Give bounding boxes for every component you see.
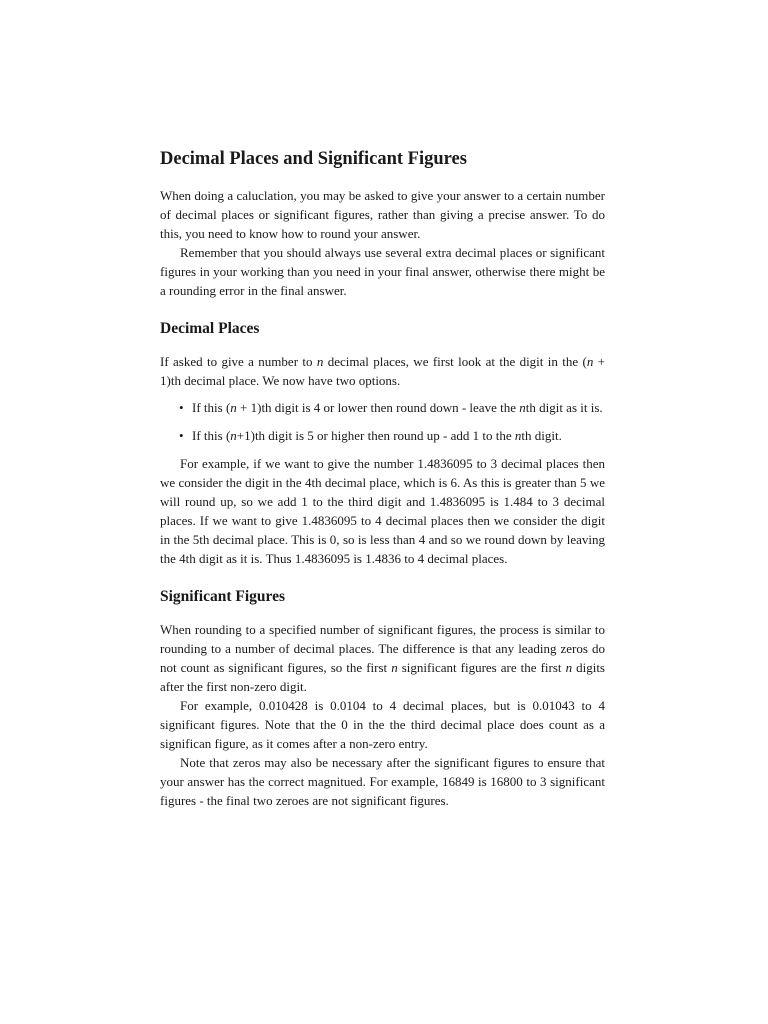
significant-figures-heading: Significant Figures bbox=[160, 588, 286, 605]
significant-figures-paragraph-1: When rounding to a specified number of significant figures, the process is similar to rounding to a number of decimal places. The difference is that any leading zeros do not count as significant figures, so the first n significant figures are the first n digits after the first non-zero digit. bbox=[160, 622, 605, 694]
decimal-places-example: For example, if we want to give the number 1.4836095 to 3 decimal places then we consider the digit in the 4th decimal place, which is 6. As this is greater than 5 we will round up, so we add 1 to the third digit and 1.4836095 is 1.484 to 3 decimal places. If we want to give 1.4836095 to 4 decimal places then we consider the digit in the 5th decimal place. This is 0, so is less than 4 and so we round down by leaving the 4th digit as it is. Thus 1.4836095 is 1.4836 to 4 decimal places. bbox=[160, 456, 605, 566]
rounding-options-list bbox=[160, 398, 605, 445]
intro-paragraph-2: Remember that you should always use several extra decimal places or significant figures in your working than you need in your final answer, otherwise there might be a rounding error in the final answer. bbox=[160, 245, 605, 298]
bullet-icon: • bbox=[179, 400, 184, 415]
document-page bbox=[160, 146, 605, 810]
decimal-places-section bbox=[160, 318, 605, 568]
list-item: • If this (n + 1)th digit is 4 or lower then round down - leave the nth digit as it is. bbox=[179, 400, 603, 415]
significant-figures-paragraph-2: For example, 0.010428 is 0.0104 to 4 decimal places, but is 0.01043 to 4 significant figures. Note that the 0 in the the third decimal place does count as a significan figure, as it comes after a non-zero entry. bbox=[160, 698, 605, 751]
significant-figures-section bbox=[160, 586, 605, 810]
list-item: • If this (n+1)th digit is 5 or higher then round up - add 1 to the nth digit. bbox=[179, 428, 562, 443]
bullet-icon: • bbox=[179, 428, 184, 443]
decimal-places-heading: Decimal Places bbox=[160, 320, 260, 337]
page-title: Decimal Places and Significant Figures bbox=[160, 149, 467, 169]
intro-paragraph-1: When doing a caluclation, you may be asked to give your answer to a certain number of decimal places or significant figures, rather than giving a precise answer. To do this, you need to know how to round your answer. bbox=[160, 188, 605, 241]
decimal-places-paragraph-1: If asked to give a number to n decimal places, we first look at the digit in the (n + 1)th decimal place. We now have two options. bbox=[160, 354, 606, 388]
significant-figures-paragraph-3: Note that zeros may also be necessary after the significant figures to ensure that your answer has the correct magnitued. For example, 16849 is 16800 to 3 significant figures - the final two zeroes are not significant figures. bbox=[160, 755, 605, 808]
